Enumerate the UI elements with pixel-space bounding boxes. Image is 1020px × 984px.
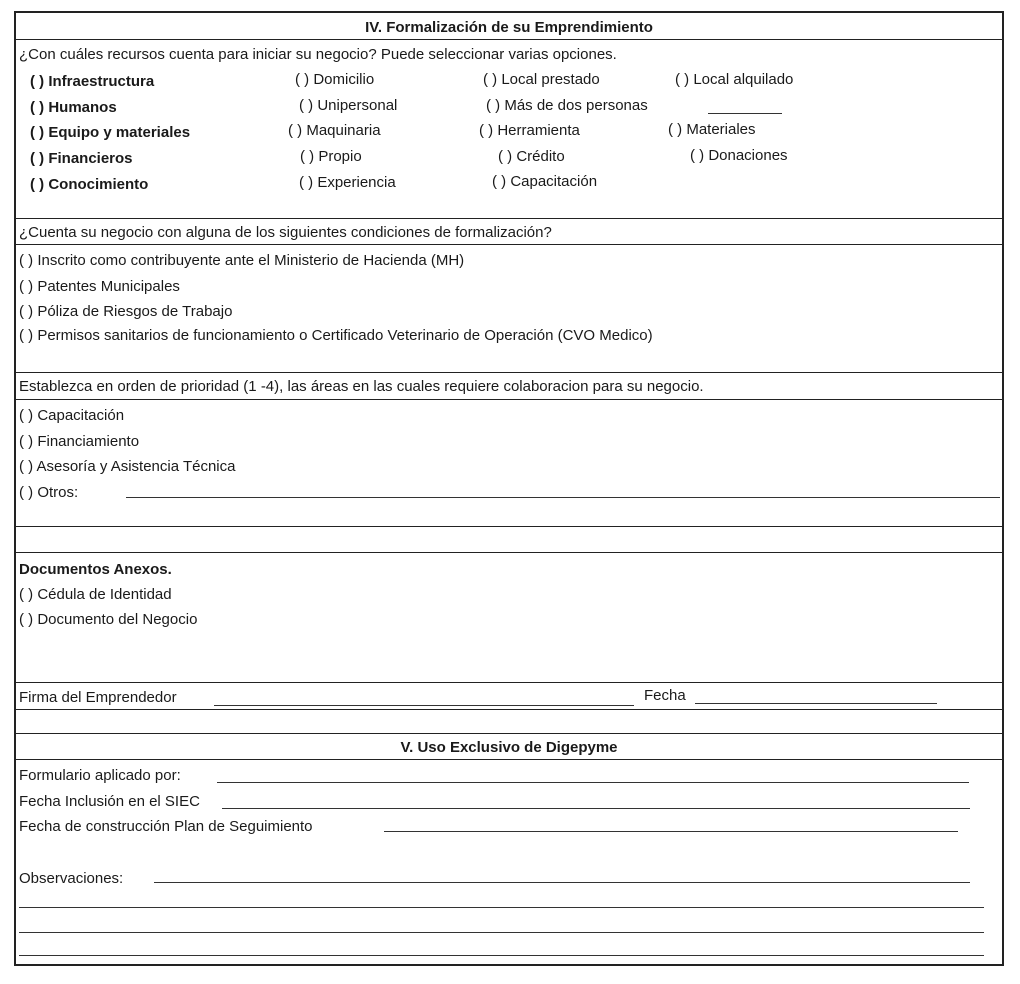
checkbox-conocimiento[interactable]: ( ) Conocimiento [30, 176, 149, 193]
section-iv-title: IV. Formalización de su Emprendimiento [365, 19, 653, 36]
question-formalization: ¿Cuenta su negocio con alguna de los siguientes condiciones de formalización? [19, 224, 552, 241]
documents-title: Documentos Anexos. [19, 561, 172, 578]
plan-date-line[interactable] [384, 831, 958, 832]
divider [16, 526, 1002, 527]
formalization-form [14, 11, 1004, 966]
question-priority: Establezca en orden de prioridad (1 -4), las áreas en las cuales requiere colaboracion para su negocio. [19, 378, 704, 395]
question-resources: ¿Con cuáles recursos cuenta para iniciar su negocio? Puede seleccionar varias opciones. [19, 46, 617, 63]
checkbox-donaciones[interactable]: ( ) Donaciones [690, 147, 788, 164]
section-v-title: V. Uso Exclusivo de Digepyme [400, 739, 618, 756]
checkbox-capacitacion-conocimiento[interactable]: ( ) Capacitación [492, 173, 598, 190]
date-line[interactable] [695, 703, 937, 704]
observations-label: Observaciones: [19, 870, 124, 887]
divider [16, 399, 1002, 400]
checkbox-credito[interactable]: ( ) Crédito [498, 148, 565, 165]
observations-line-4[interactable] [19, 955, 984, 956]
checkbox-inscrito-mh[interactable]: ( ) Inscrito como contribuyente ante el Ministerio de Hacienda (MH) [19, 252, 465, 269]
observations-line-3[interactable] [19, 932, 984, 933]
observations-line-2[interactable] [19, 907, 984, 908]
checkbox-equipo-materiales[interactable]: ( ) Equipo y materiales [30, 124, 191, 141]
siec-date-label: Fecha Inclusión en el SIEC [19, 793, 200, 810]
applied-by-line[interactable] [217, 782, 969, 783]
checkbox-poliza-riesgos[interactable]: ( ) Póliza de Riesgos de Trabajo [19, 303, 233, 320]
checkbox-domicilio[interactable]: ( ) Domicilio [295, 71, 375, 88]
divider [16, 244, 1002, 245]
priority-financiamiento[interactable]: ( ) Financiamiento [19, 433, 140, 450]
plan-date-label: Fecha de construcción Plan de Seguimiento [19, 818, 313, 835]
otros-blank-line[interactable] [126, 497, 1000, 498]
date-label: Fecha [644, 687, 686, 704]
priority-capacitacion[interactable]: ( ) Capacitación [19, 407, 125, 424]
checkbox-humanos[interactable]: ( ) Humanos [30, 99, 117, 116]
checkbox-herramienta[interactable]: ( ) Herramienta [479, 122, 580, 139]
checkbox-materiales[interactable]: ( ) Materiales [668, 121, 756, 138]
observations-line-1[interactable] [154, 882, 970, 883]
applied-by-label: Formulario aplicado por: [19, 767, 181, 784]
checkbox-mas-de-dos-personas[interactable]: ( ) Más de dos personas [486, 97, 648, 114]
checkbox-propio[interactable]: ( ) Propio [300, 148, 362, 165]
divider [16, 682, 1002, 683]
priority-asesoria[interactable]: ( ) Asesoría y Asistencia Técnica [19, 458, 236, 475]
checkbox-maquinaria[interactable]: ( ) Maquinaria [288, 122, 381, 139]
checkbox-permisos-sanitarios[interactable]: ( ) Permisos sanitarios de funcionamiento o Certificado Veterinario de Operación (CVO Medico) [19, 327, 653, 344]
siec-date-line[interactable] [222, 808, 970, 809]
divider [16, 372, 1002, 373]
divider [16, 39, 1002, 40]
signature-line[interactable] [214, 705, 634, 706]
divider [16, 709, 1002, 710]
divider [16, 759, 1002, 760]
checkbox-financieros[interactable]: ( ) Financieros [30, 150, 133, 167]
humanos-blank-line[interactable] [708, 113, 782, 114]
priority-otros[interactable]: ( ) Otros: [19, 484, 79, 501]
checkbox-unipersonal[interactable]: ( ) Unipersonal [299, 97, 398, 114]
checkbox-local-prestado[interactable]: ( ) Local prestado [483, 71, 600, 88]
divider [16, 218, 1002, 219]
signature-label: Firma del Emprendedor [19, 689, 177, 706]
divider [16, 733, 1002, 734]
checkbox-patentes[interactable]: ( ) Patentes Municipales [19, 278, 180, 295]
checkbox-experiencia[interactable]: ( ) Experiencia [299, 174, 396, 191]
checkbox-local-alquilado[interactable]: ( ) Local alquilado [675, 71, 794, 88]
checkbox-cedula[interactable]: ( ) Cédula de Identidad [19, 586, 172, 603]
checkbox-documento-negocio[interactable]: ( ) Documento del Negocio [19, 611, 198, 628]
checkbox-infraestructura[interactable]: ( ) Infraestructura [30, 73, 155, 90]
divider [16, 552, 1002, 553]
